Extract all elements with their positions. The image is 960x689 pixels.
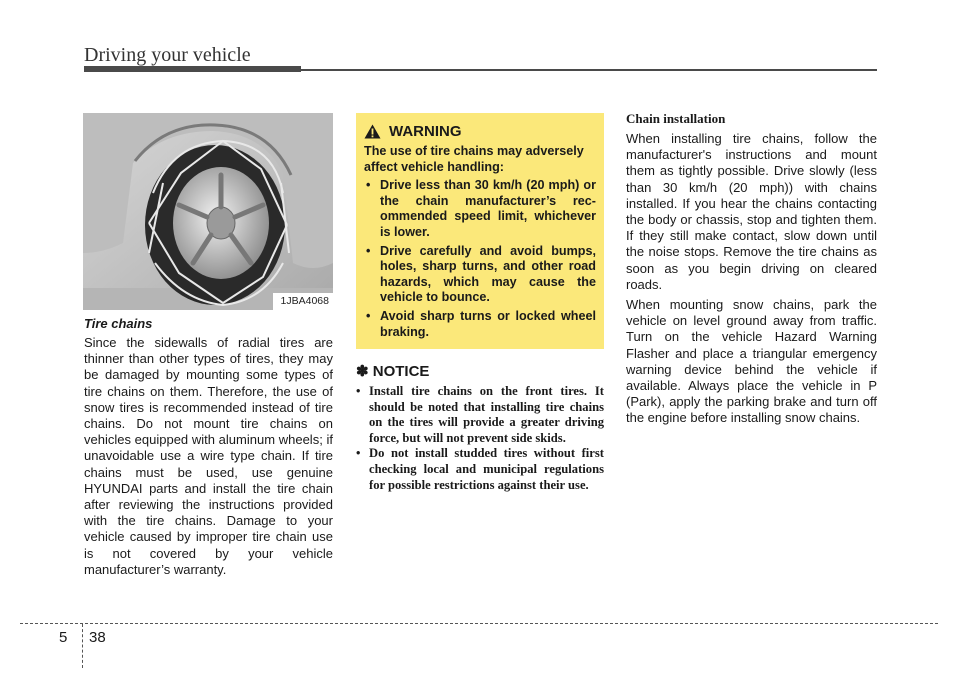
chapter-number: 5: [59, 629, 68, 646]
warning-item: • Drive less than 30 km/h (20 mph) or the chain manufacturer’s recommended speed limit, whichever is lower.: [364, 178, 596, 240]
tire-chain-drawing: [83, 113, 333, 310]
figure-code: 1JBA4068: [280, 295, 329, 307]
page-header-title: Driving your vehicle: [84, 44, 251, 66]
notice-section: [356, 362, 604, 493]
notice-item: • Install tire chains on the front tires. It should be noted that installing tire chains on the tires will provide a greater driving force, but will not prevent side skids.: [356, 384, 604, 446]
warning-title: WARNING: [389, 123, 462, 140]
chain-installation-title: Chain installation: [626, 111, 726, 126]
chain-installation-section: [626, 111, 877, 427]
notice-title: ✽ NOTICE: [356, 363, 430, 380]
page-number: 38: [89, 629, 106, 646]
tire-chains-section: [84, 316, 333, 578]
tire-chain-illustration: [83, 113, 333, 310]
warning-list: [364, 178, 596, 340]
header-rule-thick: [84, 66, 301, 72]
warning-intro: The use of tire chains may adversely affect vehicle handling:: [364, 144, 584, 174]
warning-item: • Avoid sharp turns or locked wheel braking.: [364, 309, 596, 340]
tire-chains-title: Tire chains: [84, 316, 153, 331]
notice-item: • Do not install studded tires without first checking local and municipal regulations for possible restrictions against their use.: [356, 446, 604, 493]
footer-rule: [20, 623, 938, 624]
chain-installation-para1: When installing tire chains, follow the manufacturer's instructions and mount them as tightly possible. Drive slowly (less than 30 km/h (20 mph)) with chains installed. If you hear the chains contacting the body or chassis, stop and tighten them. If they still make contact, slow down until the noise stops. Remove the tire chains as soon as you begin driving on cleared roads.: [626, 131, 877, 292]
header-rule-thin: [301, 69, 877, 71]
warning-item: • Drive carefully and avoid bumps, holes, sharp turns, and other road hazards, which may cause the vehicle to bounce.: [364, 244, 596, 306]
chain-installation-para2: When mounting snow chains, park the vehicle on level ground away from traffic. Turn on the vehicle Hazard Warning Flasher and place a triangular emergency warning device behind the vehicle if available. Always place the vehicle in P (Park), apply the parking brake and turn off the engine before installing snow chains.: [626, 297, 877, 426]
warning-triangle-icon: [364, 124, 381, 139]
footer-divider: [82, 624, 83, 668]
warning-box: [356, 113, 604, 349]
tire-chains-body: Since the sidewalls of radial tires are thinner than other types of tires, they may be damaged by mounting some types of tire chains on them. Therefore, the use of snow tires is recommended instead of tire chains. Do not mount tire chains on vehicles equipped with aluminum wheels; if unavoidable use a wire type chain. If tire chains must be used, use genuine HYUNDAI parts and install the tire chain after reviewing the instructions provided with the tire chains. Damage to your vehicle caused by improper tire chain use is not covered by your vehicle manufacturer’s warranty.: [84, 335, 333, 577]
notice-list: [356, 384, 604, 493]
